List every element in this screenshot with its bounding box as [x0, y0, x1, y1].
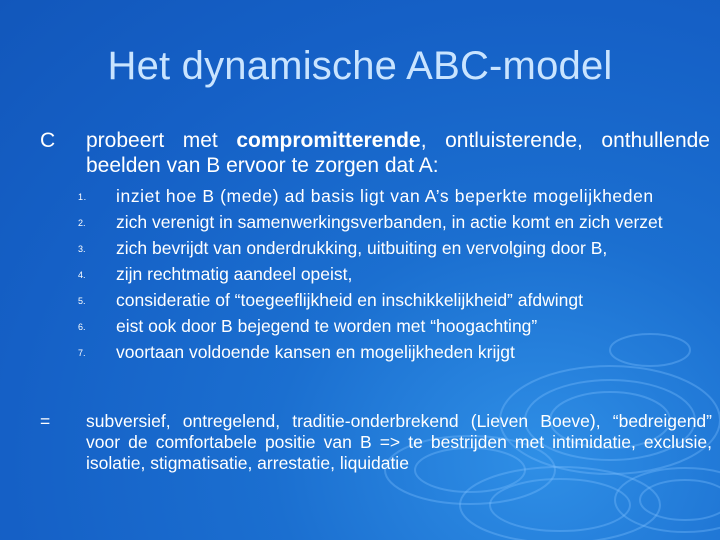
list-number: 1.	[78, 192, 87, 202]
list-item-text: inziet hoe B (mede) ad basis ligt van A’s beperkte mogelijkheden	[116, 186, 654, 206]
list-item-text: zich bevrijdt van onderdrukking, uitbuiting en vervolging door B,	[116, 238, 608, 258]
list-number: 6.	[78, 322, 86, 332]
list-item-text: consideratie of “toegeeflijkheid en inschikkelijkheid” afdwingt	[116, 290, 583, 310]
equals-marker: =	[40, 411, 51, 431]
slide-title: Het dynamische ABC-model	[107, 44, 613, 88]
list-item-text: eist ook door B bejegend te worden met “hoogachting”	[116, 316, 538, 336]
list-number: 4.	[78, 270, 86, 280]
list-item	[78, 316, 680, 337]
list-item-text: zijn rechtmatig aandeel opeist,	[116, 264, 353, 284]
list-item	[78, 342, 680, 363]
list-number: 7.	[78, 348, 86, 358]
list-item	[78, 290, 680, 311]
lead-marker: C	[40, 129, 56, 152]
lead-text-end: , ontluisterende, onthullende beelden van B ervoor te zorgen dat A:	[86, 129, 710, 177]
list-item	[78, 238, 680, 259]
list-item	[78, 212, 680, 233]
equals-text: subversief, ontregelend, traditie-onderbrekend (Lieven Boeve), “bedreigend” voor de comfortabele positie van B => te bestrijden met intimidatie, exclusie, isolatie, stigmatisatie, arrestatie, liquidatie	[86, 411, 712, 473]
list-number: 2.	[78, 218, 86, 228]
list-item-text: voortaan voldoende kansen en mogelijkheden krijgt	[116, 342, 515, 362]
list-item-text: zich verenigt in samenwerkingsverbanden, in actie komt en zich verzet	[116, 212, 663, 232]
numbered-list	[78, 186, 680, 368]
lead-bold-word: compromitterende	[236, 129, 421, 152]
list-number: 5.	[78, 296, 86, 306]
lead-text-start: probeert met	[86, 129, 237, 152]
lead-text	[86, 128, 710, 178]
list-item	[78, 186, 680, 207]
list-number: 3.	[78, 244, 86, 254]
list-item	[78, 264, 680, 285]
